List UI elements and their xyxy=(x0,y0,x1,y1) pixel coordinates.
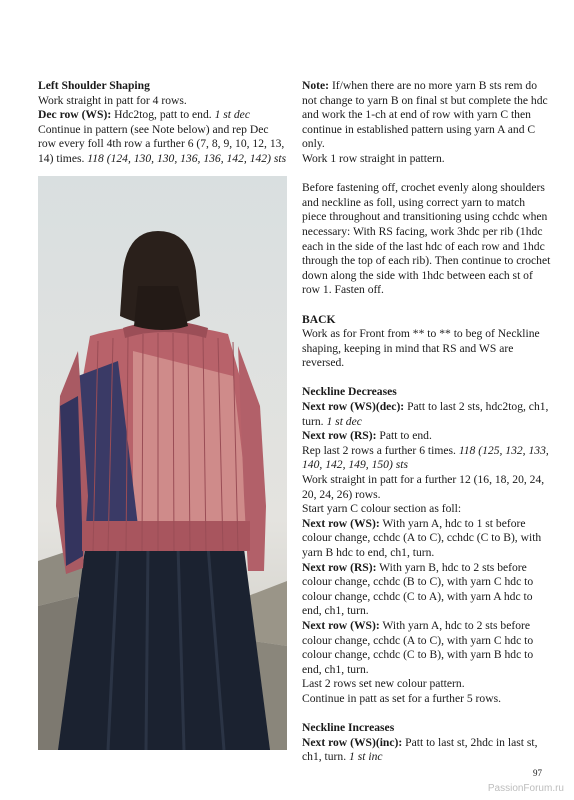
row-label: Next row (WS)(inc): xyxy=(302,735,403,749)
row-text: With yarn A, hdc to 1 st before colour change, cchdc (A to C), cchdc (C to B), with yarn B hdc to end, ch1, turn. xyxy=(302,516,542,559)
paragraph-work-straight-further: Work straight in patt for a further 12 (16, 18, 20, 24, 20, 24, 26) rows. xyxy=(302,473,545,501)
row-text: Patt to end. xyxy=(376,429,432,443)
section-heading-neckline-decreases: Neckline Decreases xyxy=(302,385,397,399)
row-result: 1 st dec xyxy=(214,108,250,122)
paragraph-repeat xyxy=(302,444,552,473)
row-label: Next row (RS): xyxy=(302,560,377,574)
row-result: 1 st dec xyxy=(326,414,362,428)
row-result: 118 (124, 130, 130, 136, 136, 142, 142) sts xyxy=(87,151,287,165)
row-label: Dec row (WS): xyxy=(38,108,112,122)
paragraph-work-one-row: Work 1 row straight in pattern. xyxy=(302,151,445,165)
row-result: 118 (125, 132, 133, 140, 142, 149, 150) sts xyxy=(302,443,549,472)
paragraph-last-two-rows: Last 2 rows set new colour pattern. xyxy=(302,677,465,691)
spacer xyxy=(302,298,552,313)
row-text: Patt to last st, 2hdc in last st, ch1, turn. xyxy=(302,735,538,764)
row-label: Next row (WS): xyxy=(302,516,380,530)
spacer xyxy=(302,707,552,722)
paragraph-continue xyxy=(38,123,288,167)
paragraph-note xyxy=(302,79,552,152)
paragraph-start-yarn-c: Start yarn C colour section as foll: xyxy=(302,502,462,516)
note-text: If/when there are no more yarn B sts rem do not change to yarn B on final st but complete the hdc and work the 1-ch at end of row with yarn C then continue in established pattern using yarn A and C only. xyxy=(302,79,548,151)
left-column xyxy=(38,79,288,167)
row-text: With yarn B, hdc to 2 sts before colour change, cchdc (B to C), with yarn C hdc to colour change, cchdc (C to A), with yarn A hdc to end, ch1, turn. xyxy=(302,560,534,618)
paragraph-next-row-rs xyxy=(302,429,552,444)
page-number: 97 xyxy=(533,768,542,778)
paragraph-work-straight: Work straight in patt for 4 rows. xyxy=(38,93,187,107)
paragraph-next-row-ws-dec xyxy=(302,400,552,429)
paragraph-next-row-rs-2 xyxy=(302,561,552,619)
spacer xyxy=(302,167,552,182)
paragraph-dec-row xyxy=(38,108,288,123)
paragraph-continue-patt: Continue in patt as set for a further 5 rows. xyxy=(302,691,501,705)
paragraph-next-row-ws-1 xyxy=(302,517,552,561)
model-photo xyxy=(38,176,287,750)
section-heading-back: BACK xyxy=(302,312,336,326)
row-text: Continue in pattern (see Note below) and rep Dec row every foll 4th row a further 6 (7, 8, 9, 10, 12, 13, 14) times. xyxy=(38,122,285,165)
watermark: PassionForum.ru xyxy=(487,783,564,794)
paragraph-next-row-ws-3 xyxy=(302,619,552,677)
right-column xyxy=(302,79,552,765)
paragraph-fasten-off: Before fastening off, crochet evenly along shoulders and neckline as foll, using correct yarn to match piece throughout and transitioning using cchdc when necessary: With RS facing, work 3hdc per rib (1hdc each in the side of the last hdc of each row and 1hdc through the top of each rib). Then continue to crochet down along the side with 1hdc between each st of row 1. Fasten off. xyxy=(302,181,551,297)
row-result: 1 st inc xyxy=(349,750,383,764)
row-label: Next row (RS): xyxy=(302,429,377,443)
note-label: Note: xyxy=(302,79,330,92)
row-label: Next row (WS): xyxy=(302,618,380,632)
section-heading-neckline-increases: Neckline Increases xyxy=(302,721,395,735)
row-text: Rep last 2 rows a further 6 times. xyxy=(302,443,459,457)
row-text: Patt to last 2 sts, hdc2tog, ch1, turn. xyxy=(302,400,549,428)
row-text: Hdc2tog, patt to end. xyxy=(111,108,215,122)
spacer xyxy=(302,371,552,386)
paragraph-next-row-ws-inc xyxy=(302,736,552,765)
paragraph-back: Work as for Front from ** to ** to beg of Neckline shaping, keeping in mind that RS and WS are reversed. xyxy=(302,327,540,370)
row-label: Next row (WS)(dec): xyxy=(302,400,405,414)
row-text: With yarn A, hdc to 2 sts before colour change, cchdc (A to C), with yarn C hdc to colour change, cchdc (C to B), with yarn B hdc to end, ch1, turn. xyxy=(302,618,534,676)
section-heading-left-shoulder: Left Shoulder Shaping xyxy=(38,79,150,92)
